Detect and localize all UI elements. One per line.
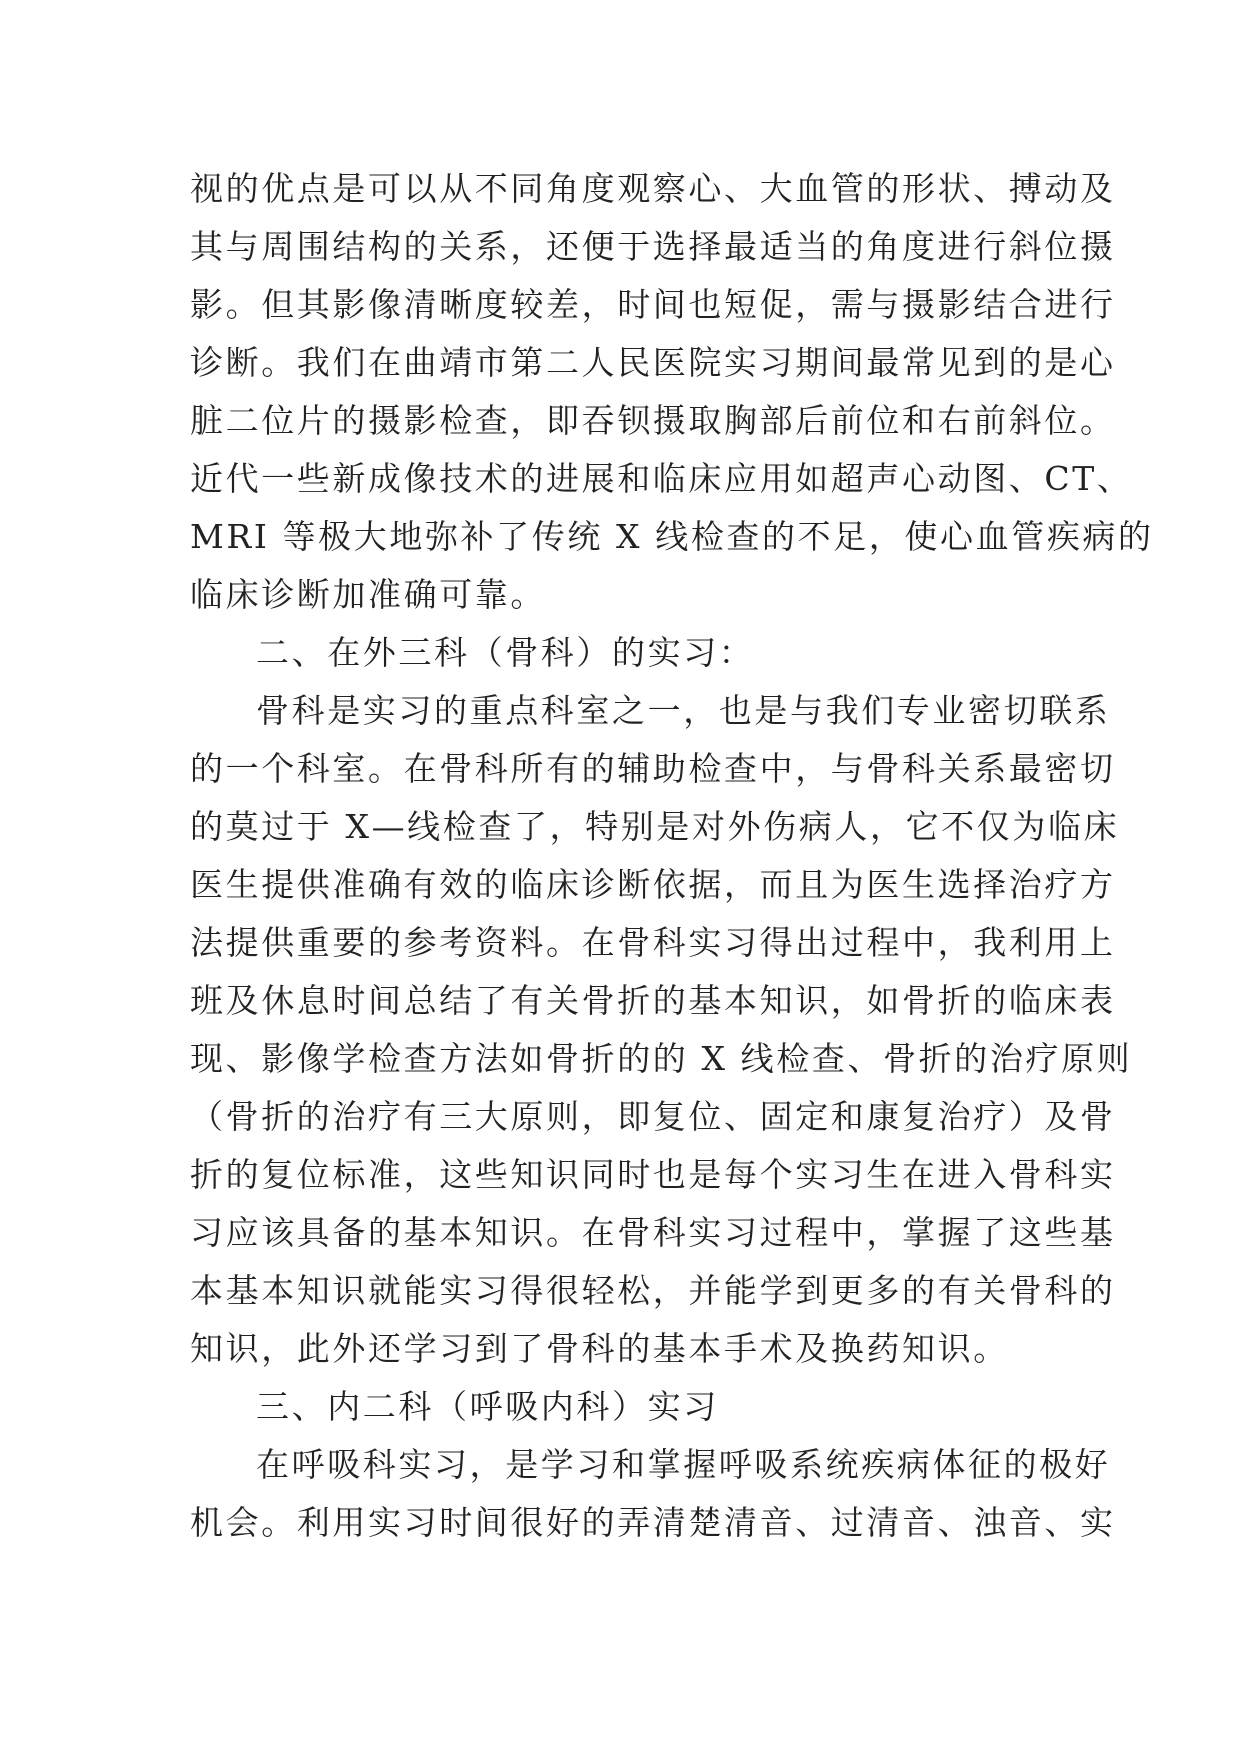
text-line: 影。但其影像清晰度较差，时间也短促，需与摄影结合进行 — [190, 285, 1116, 324]
text-line: 现、影像学检查方法如骨折的的 X 线检查、骨折的治疗原则 — [190, 1039, 1133, 1078]
body-text — [190, 160, 1154, 1552]
text-line: 班及休息时间总结了有关骨折的基本知识，如骨折的临床表 — [190, 981, 1116, 1020]
paragraph-start-line: 骨科是实习的重点科室之一，也是与我们专业密切联系 — [256, 691, 1111, 730]
text-line: 近代一些新成像技术的进展和临床应用如超声心动图、CT、 — [190, 459, 1133, 498]
text-line: 其与周围结构的关系，还便于选择最适当的角度进行斜位摄 — [190, 227, 1116, 266]
text-line: 习应该具备的基本知识。在骨科实习过程中，掌握了这些基 — [190, 1213, 1116, 1252]
text-line: 医生提供准确有效的临床诊断依据，而且为医生选择治疗方 — [190, 865, 1116, 904]
text-line: 知识，此外还学习到了骨科的基本手术及换药知识。 — [190, 1329, 1009, 1368]
text-line: 法提供重要的参考资料。在骨科实习得出过程中，我利用上 — [190, 923, 1116, 962]
text-line: 诊断。我们在曲靖市第二人民医院实习期间最常见到的是心 — [190, 343, 1116, 382]
paragraph-start-line: 在呼吸科实习，是学习和掌握呼吸系统疾病体征的极好 — [256, 1445, 1111, 1484]
text-line: 视的优点是可以从不同角度观察心、大血管的形状、搏动及 — [190, 169, 1116, 208]
section-heading: 二、在外三科（骨科）的实习： — [256, 633, 755, 672]
text-line: 的一个科室。在骨科所有的辅助检查中，与骨科关系最密切 — [190, 749, 1116, 788]
text-line: （骨折的治疗有三大原则，即复位、固定和康复治疗）及骨 — [190, 1097, 1116, 1136]
text-line: 折的复位标准，这些知识同时也是每个实习生在进入骨科实 — [190, 1155, 1116, 1194]
section-heading: 三、内二科（呼吸内科）实习 — [256, 1387, 719, 1426]
text-line: 脏二位片的摄影检查，即吞钡摄取胸部后前位和右前斜位。 — [190, 401, 1116, 440]
text-line: 的莫过于 X—线检查了，特别是对外伤病人，它不仅为临床 — [190, 807, 1120, 846]
text-line: 本基本知识就能实习得很轻松，并能学到更多的有关骨科的 — [190, 1271, 1116, 1310]
text-line: 临床诊断加准确可靠。 — [190, 575, 546, 614]
text-line: 机会。利用实习时间很好的弄清楚清音、过清音、浊音、实 — [190, 1503, 1116, 1542]
text-line: MRI 等极大地弥补了传统 X 线检查的不足，使心血管疾病的 — [190, 517, 1154, 556]
